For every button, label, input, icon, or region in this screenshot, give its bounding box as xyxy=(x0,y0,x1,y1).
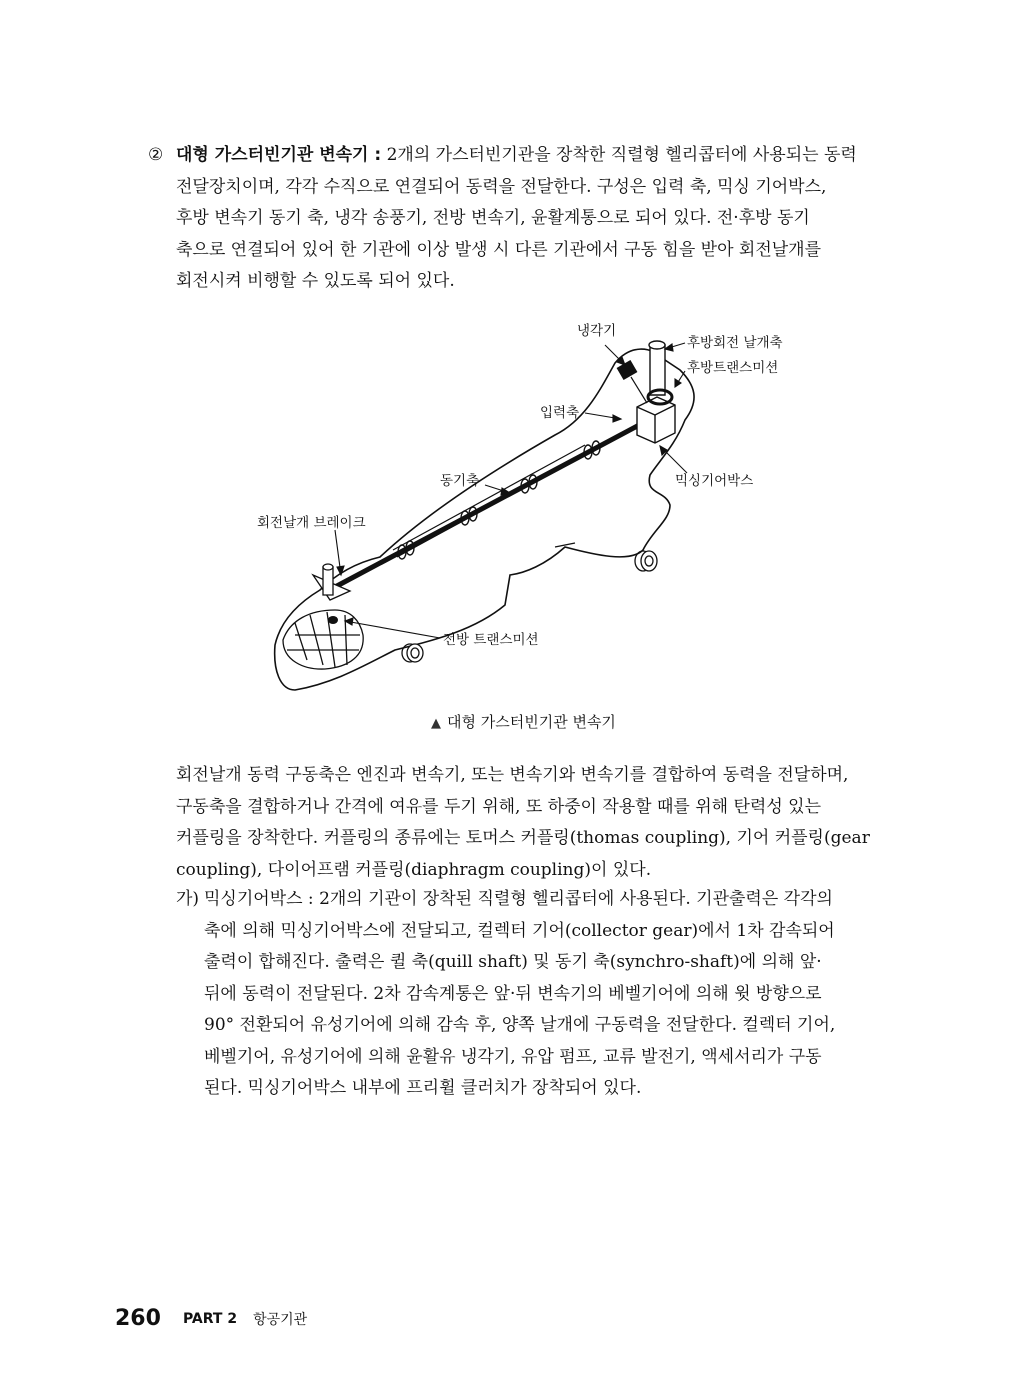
paragraph-line: 구동축을 결합하거나 간격에 여유를 두기 위해, 또 하중이 작용할 때를 위해 탄력성 있는 xyxy=(176,796,822,817)
item-line: 축으로 연결되어 있어 한 기관에 이상 발생 시 다른 기관에서 구동 힘을 받아 회전날개를 xyxy=(176,239,822,260)
cooler-link xyxy=(631,377,647,403)
label-rear-rotor-shaft: 후방회전 날개축 xyxy=(687,335,783,351)
front-transmission-dot xyxy=(328,616,338,624)
label-rotor-brake: 회전날개 브레이크 xyxy=(257,515,366,531)
item-number: ② xyxy=(148,145,164,165)
front-wheel xyxy=(402,644,423,662)
part-title: 항공기관 xyxy=(253,1311,308,1328)
label-cooler: 냉각기 xyxy=(577,323,617,339)
label-front-transmission: 전방 트랜스미션 xyxy=(443,632,539,648)
sub-item-line: 90° 전환되어 유성기어에 의해 감속 후, 양쪽 날개에 구동력을 전달한다. 컬렉터 기어, xyxy=(204,1015,836,1035)
paragraph-line: coupling), 다이어프램 커플링(diaphragm coupling)이 있다. xyxy=(176,859,652,880)
coupling-paragraph xyxy=(176,760,918,886)
label-sync-shaft: 동기축 xyxy=(440,473,480,489)
label-mixing-gearbox: 믹싱기어박스 xyxy=(675,473,754,489)
label-rear-transmission: 후방트랜스미션 xyxy=(687,360,779,376)
sync-shaft-line-upper xyxy=(393,445,585,550)
item-line: 후방 변속기 동기 축, 냉각 송풍기, 전방 변속기, 윤활계통으로 되어 있다. 전·후방 동기 xyxy=(176,208,810,228)
sub-item-line: 된다. 믹싱기어박스 내부에 프리휠 클러치가 장착되어 있다. xyxy=(204,1078,642,1098)
sub-item-marker: 가) xyxy=(176,889,200,909)
caption-text: 대형 가스터빈기관 변속기 xyxy=(447,713,616,731)
caption-triangle-icon: ▲ xyxy=(431,716,441,731)
sub-item-line: 축에 의해 믹싱기어박스에 전달되고, 컬렉터 기어(collector gear)에서 1차 감속되어 xyxy=(204,920,835,941)
label-input-shaft: 입력축 xyxy=(540,405,580,421)
paragraph-line: 커플링을 장착한다. 커플링의 종류에는 토머스 커플링(thomas coupling), 기어 커플링(gear xyxy=(176,828,870,848)
item-line: 전달장치이며, 각각 수직으로 연결되어 동력을 전달한다. 구성은 입력 축, 믹싱 기어박스, xyxy=(176,176,827,197)
sub-item-line: 믹싱기어박스 : 2개의 기관이 장착된 직렬형 헬리콥터에 사용된다. 기관출력은 각각의 xyxy=(204,889,833,909)
item-line: 회전시켜 비행할 수 있도록 되어 있다. xyxy=(176,271,455,291)
figure-caption xyxy=(431,711,616,732)
helicopter-transmission-diagram xyxy=(255,305,815,705)
item-heading: 대형 가스터빈기관 변속기 : xyxy=(176,145,382,165)
drive-shaft xyxy=(335,423,643,587)
sub-item-line: 뒤에 동력이 전달된다. 2차 감속계통은 앞·뒤 변속기의 베벨기어에 의해 윗 방향으로 xyxy=(204,983,822,1004)
item-line-text: 2개의 가스터빈기관을 장착한 직렬형 헬리콥터에 사용되는 동력 xyxy=(381,145,857,165)
sub-item-body xyxy=(204,884,918,1105)
page-number: 260 xyxy=(115,1306,161,1331)
page-footer xyxy=(115,1306,307,1331)
item-body xyxy=(176,140,918,298)
paragraph-line: 회전날개 동력 구동축은 엔진과 변속기, 또는 변속기와 변속기를 결합하여 동력을 전달하며, xyxy=(176,765,849,785)
sub-item-line: 베벨기어, 유성기어에 의해 윤활유 냉각기, 유압 펌프, 교류 발전기, 액세서리가 구동 xyxy=(204,1046,822,1067)
rear-rotor-shaft xyxy=(649,341,665,395)
sub-item-line: 출력이 합해진다. 출력은 퀼 축(quill shaft) 및 동기 축(synchro-shaft)에 의해 앞· xyxy=(204,952,822,972)
item-line xyxy=(176,140,918,172)
part-label: PART 2 xyxy=(182,1310,238,1327)
